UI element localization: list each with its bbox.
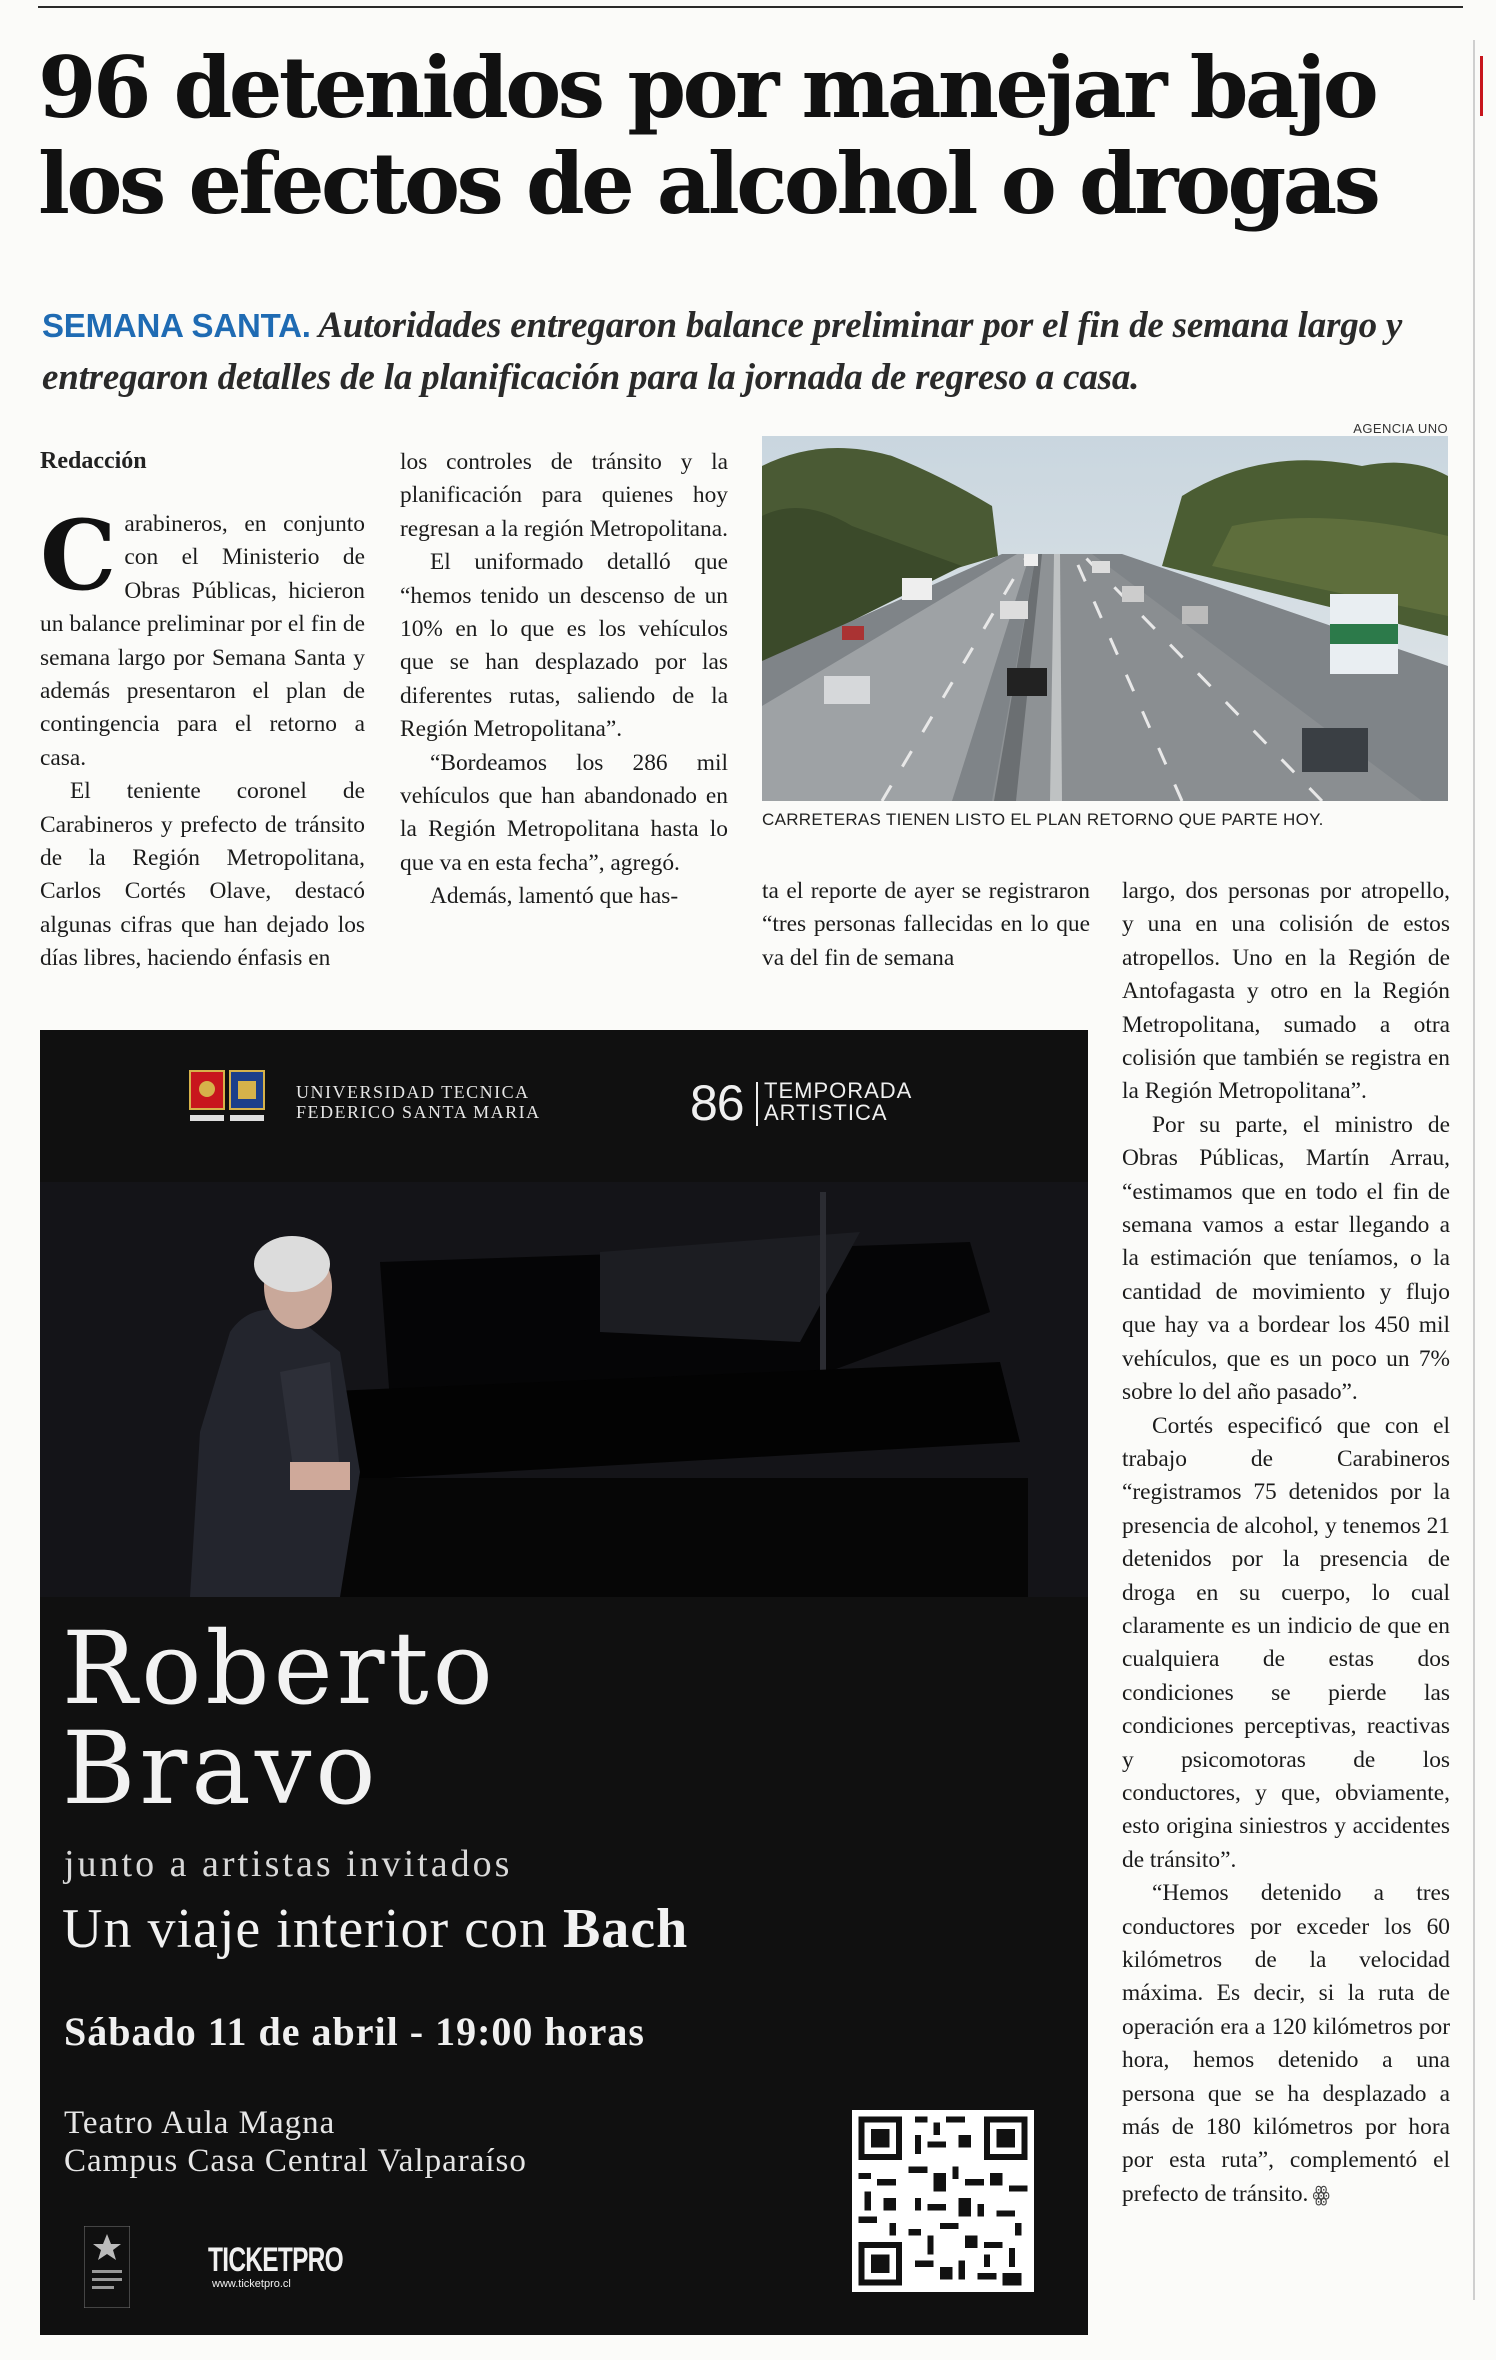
university-name-line-2: FEDERICO SANTA MARIA <box>296 1102 541 1122</box>
end-mark: ꙮ <box>1312 2181 1330 2206</box>
concert-title <box>62 1897 688 1961</box>
concert-title-bach: Bach <box>562 1898 689 1960</box>
adjacent-article-edge <box>1478 56 1496 116</box>
photo-credit: AGENCIA UNO <box>1353 421 1448 436</box>
article-column-3 <box>762 875 1090 975</box>
article-column-2 <box>400 446 728 914</box>
university-name <box>296 1082 541 1122</box>
drop-cap: C <box>40 499 117 612</box>
paragraph: “Bordeamos los 286 mil vehículos que han abandonado en la Región Metropolitana hasta lo que va en esta fecha”, agregó. <box>400 749 728 876</box>
qr-code[interactable] <box>852 2110 1034 2292</box>
photo-caption: CARRETERAS TIENEN LISTO EL PLAN RETORNO QUE PARTE HOY. <box>762 810 1324 829</box>
concert-advertisement <box>40 1030 1088 2335</box>
university-crest-icon <box>188 1067 268 1127</box>
paragraph: ta el reporte de ayer se registraron “tres personas fallecidas en lo que va del fin de semana <box>762 878 1090 971</box>
artist-name-last: Bravo <box>62 1710 380 1827</box>
pianist-photo <box>40 1182 1088 1597</box>
concert-date: Sábado 11 de abril - 19:00 horas <box>64 2009 645 2054</box>
ticketpro-url: www.ticketpro.cl <box>212 2278 291 2290</box>
paragraph: Por su parte, el ministro de Obras Públicas, Martín Arrau, “estimamos que en todo el fin de semana vamos a estar llegando a la estimación que teníamos, o la cantidad de movimiento y flujo que hay va a bordear los 450 mil vehículos, que es un poco un 7% sobre lo del año pasado”. <box>1122 1111 1450 1406</box>
university-name-line-1: UNIVERSIDAD TECNICA <box>296 1082 530 1102</box>
lead-text: Autoridades entregaron balance preliminar por el fin de semana largo y entregaron detalles de la planificación para la jornada de regreso a casa. <box>42 305 1403 398</box>
top-rule <box>38 6 1463 8</box>
highway-photo <box>762 436 1448 801</box>
paragraph: largo, dos personas por atropello, y una en una colisión de estos atropellos. Uno en la Región de Antofagasta y otro en la Región Metropolitana, sumado a otra colisión que también se registra en la Región Metropolitana”. <box>1122 878 1450 1105</box>
venue-line-1: Teatro Aula Magna <box>64 2105 336 2141</box>
paragraph: Cortés especificó que con el trabajo de Carabineros “registramos 75 detenidos por la presencia de alcohol, y tenemos 21 detenidos por la presencia de droga en su cuerpo, lo cual claramente es un indicio de que en cualquiera de estas dos condiciones se pierde las condiciones perceptivas, reactivas y psicomotoras de los conductores, y que, obviamente, esto origina siniestros y accidentes de tránsito”. <box>1122 1412 1450 1873</box>
pianist-illustration <box>40 1182 1088 1597</box>
section-kicker: SEMANA SANTA. <box>42 307 311 344</box>
article-column-4 <box>1122 875 1450 2211</box>
highway-illustration <box>762 436 1448 801</box>
season-line-1: TEMPORADA <box>764 1078 913 1103</box>
venue-line-2: Campus Casa Central Valparaíso <box>64 2143 527 2179</box>
ticketpro-brand: TICKETPRO <box>208 2241 343 2279</box>
government-logo-icon <box>84 2226 130 2308</box>
paragraph: arabineros, en conjunto con el Ministerio de Obras Públicas, hicieron un balance preliminar por el fin de semana largo por Semana Santa y además presentaron el plan de contingencia para el retorno a casa. <box>40 511 365 771</box>
ticketpro-logo <box>208 2242 395 2290</box>
article-column-1 <box>40 499 365 976</box>
headline: 96 detenidos por manejar bajo los efectos de alcohol o drogas <box>38 38 1378 233</box>
paragraph: El uniformado detalló que “hemos tenido un descenso de un 10% en lo que es los vehículos que se han desplazado por las diferentes rutas, saliendo de la Región Metropolitana”. <box>400 549 728 743</box>
column-rule <box>1473 40 1475 2300</box>
byline: Redacción <box>40 448 147 474</box>
paragraph: El teniente coronel de Carabineros y prefecto de tránsito de la Región Metropolitana, Carlos Cortés Olave, destacó algunas cifras que han dejado los días libres, haciendo énfasis en <box>40 778 365 972</box>
paragraph: los controles de tránsito y la planificación para quienes hoy regresan a la región Metropolitana. <box>400 449 728 542</box>
concert-title-pre: Un viaje interior con <box>62 1898 548 1960</box>
season-line-2: ARTISTICA <box>764 1100 888 1125</box>
concert-venue <box>64 2104 527 2180</box>
paragraph: Además, lamentó que has- <box>430 883 679 910</box>
paragraph: “Hemos detenido a tres conductores por exceder los 60 kilómetros de la velocidad máxima. Es decir, si la ruta de operación era a 120 kilómetros por hora, hemos detenido a una persona que se ha desplazado a más de 180 kilómetros por hora por esta ruta”, complementó el prefecto de tránsito. <box>1122 1880 1450 2207</box>
guest-artists-line: junto a artistas invitados <box>64 1843 513 1885</box>
artist-name-first: Roberto <box>62 1610 497 1727</box>
season-number: 86 <box>690 1075 744 1131</box>
lead-paragraph <box>42 300 1462 404</box>
